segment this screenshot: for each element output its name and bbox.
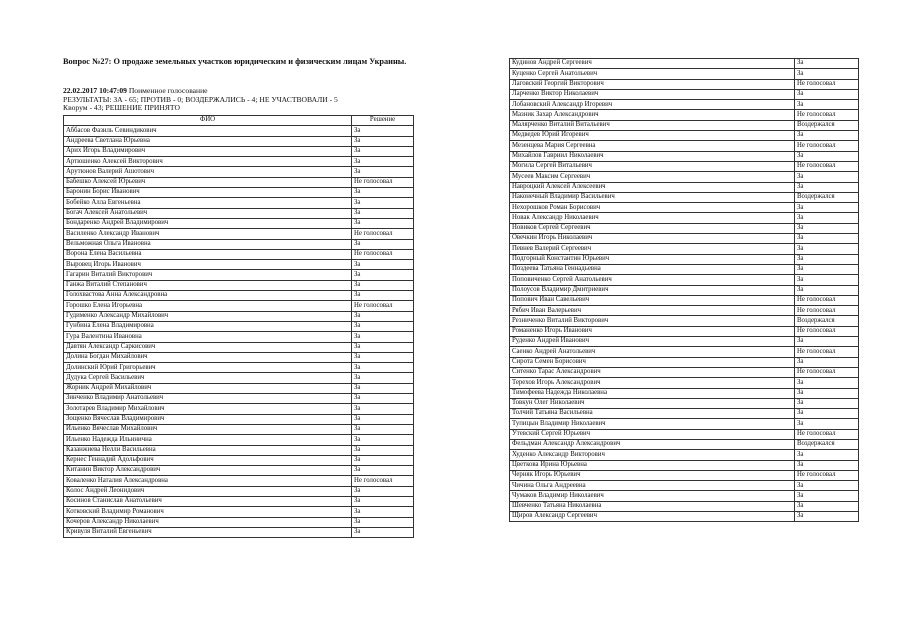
deputy-name-cell: Зинченко Владимир Анатольевич (64, 394, 352, 404)
decision-cell: За (352, 146, 414, 156)
decision-cell: За (352, 239, 414, 249)
decision-cell: За (352, 157, 414, 167)
table-row (510, 79, 859, 89)
table-row (510, 337, 859, 347)
decision-cell: Не голосовал (795, 79, 859, 89)
deputy-name-cell: Казанжиева Нелли Васильевна (64, 445, 352, 455)
table-row (64, 136, 414, 146)
deputy-name-cell: Худенко Александр Викторович (510, 450, 795, 460)
deputy-name-cell: Руденко Андрей Иванович (510, 337, 795, 347)
table-row (64, 435, 414, 445)
table-row (510, 141, 859, 151)
decision-cell: За (352, 218, 414, 228)
deputy-name-cell: Кудинов Андрей Сергеевич (510, 59, 795, 69)
table-row (64, 363, 414, 373)
decision-cell: За (795, 275, 859, 285)
decision-cell: За (352, 466, 414, 476)
table-row (64, 507, 414, 517)
deputy-name-cell: Лобановский Александр Игоревич (510, 100, 795, 110)
table-row (510, 429, 859, 439)
decision-cell: За (352, 496, 414, 506)
table-row (510, 89, 859, 99)
decision-cell: За (795, 203, 859, 213)
table-row (64, 311, 414, 321)
deputy-name-cell: Бабешко Алексей Юрьевич (64, 177, 352, 187)
table-row (64, 126, 414, 136)
deputy-name-cell: Резниченко Виталий Викторович (510, 316, 795, 326)
deputy-name-cell: Рябич Иван Валерьевич (510, 306, 795, 316)
deputy-name-cell: Золотарев Владимир Михайлович (64, 404, 352, 414)
deputy-name-cell: Гура Валентина Ивановна (64, 332, 352, 342)
vote-datetime: 22.02.2017 10:47:09 (63, 86, 127, 95)
deputy-name-cell: Жорник Андрей Михайлович (64, 383, 352, 393)
table-row (510, 161, 859, 171)
deputy-name-cell: Утевский Сергей Юрьевич (510, 429, 795, 439)
table-row (510, 69, 859, 79)
decision-cell: За (795, 223, 859, 233)
decision-cell: За (795, 172, 859, 182)
decision-cell: За (795, 100, 859, 110)
table-row (510, 264, 859, 274)
table-row (64, 332, 414, 342)
table-row (64, 383, 414, 393)
deputy-name-cell: Голохвастова Анна Александровна (64, 291, 352, 301)
deputy-name-cell: Попович Иван Савельевич (510, 295, 795, 305)
decision-cell: Воздержался (795, 316, 859, 326)
table-header-row (64, 116, 414, 126)
decision-cell: За (795, 213, 859, 223)
deputy-name-cell: Кривуля Виталий Евгеньевич (64, 527, 352, 537)
decision-cell: За (352, 517, 414, 527)
table-row (64, 198, 414, 208)
decision-cell: За (352, 208, 414, 218)
vote-results: РЕЗУЛЬТАТЫ: ЗА - 65; ПРОТИВ - 0; ВОЗДЕРЖАЛИСЬ - 4; НЕ УЧАСТВОВАЛИ - 5 (63, 95, 338, 104)
deputy-name-cell: Черняк Игорь Юрьевич (510, 470, 795, 480)
table-row (64, 466, 414, 476)
decision-cell: За (352, 363, 414, 373)
decision-cell: За (352, 167, 414, 177)
decision-cell: За (795, 234, 859, 244)
decision-cell: За (795, 450, 859, 460)
decision-cell: За (795, 460, 859, 470)
deputy-name-cell: Выровец Игорь Иванович (64, 260, 352, 270)
decision-cell: За (352, 260, 414, 270)
decision-cell: За (795, 491, 859, 501)
deputy-name-cell: Нехорошков Роман Борисович (510, 203, 795, 213)
table-row (510, 460, 859, 470)
decision-cell: За (795, 264, 859, 274)
decision-cell: За (352, 404, 414, 414)
deputy-name-cell: Навроцкий Алексей Алексеевич (510, 182, 795, 192)
table-row (510, 419, 859, 429)
deputy-name-cell: Ларченко Виктор Николаевич (510, 89, 795, 99)
deputy-name-cell: Баронин Борис Иванович (64, 188, 352, 198)
table-row (64, 291, 414, 301)
decision-cell: Не голосовал (795, 161, 859, 171)
decision-cell: За (352, 321, 414, 331)
decision-cell: За (352, 527, 414, 537)
deputy-name-cell: Цветкова Ирина Юрьевна (510, 460, 795, 470)
table-row (510, 409, 859, 419)
deputy-name-cell: Кочеров Александр Николаевич (64, 517, 352, 527)
table-row (64, 455, 414, 465)
decision-cell: Не голосовал (795, 347, 859, 357)
deputy-name-cell: Лаговский Георгий Викторович (510, 79, 795, 89)
vote-table-right-body (510, 59, 859, 522)
decision-cell: Не голосовал (795, 295, 859, 305)
deputy-name-cell: Гагарин Виталий Викторович (64, 270, 352, 280)
table-row (510, 470, 859, 480)
deputy-name-cell: Тимофеева Надежда Николаевна (510, 388, 795, 398)
decision-cell: Не голосовал (352, 229, 414, 239)
deputy-name-cell: Аббасов Фазиль Севиндикович (64, 126, 352, 136)
table-row (510, 213, 859, 223)
table-row (64, 517, 414, 527)
table-row (64, 527, 414, 537)
table-row (510, 450, 859, 460)
deputy-name-cell: Гунбина Елена Владимировна (64, 321, 352, 331)
table-row (64, 157, 414, 167)
deputy-name-cell: Чичина Ольга Андреевна (510, 481, 795, 491)
table-row (510, 512, 859, 522)
table-row (64, 177, 414, 187)
table-row (64, 239, 414, 249)
decision-cell: За (352, 394, 414, 404)
deputy-name-cell: Дудука Сергей Васильевич (64, 373, 352, 383)
decision-cell: За (352, 291, 414, 301)
deputy-name-cell: Тупицын Владимир Николаевич (510, 419, 795, 429)
deputy-name-cell: Василенко Александр Иванович (64, 229, 352, 239)
decision-cell: За (352, 486, 414, 496)
table-row (510, 100, 859, 110)
table-row (510, 357, 859, 367)
decision-cell: За (352, 352, 414, 362)
deputy-name-cell: Вельможная Ольга Ивановна (64, 239, 352, 249)
decision-cell: За (795, 398, 859, 408)
deputy-name-cell: Горошко Елена Игорьевна (64, 301, 352, 311)
table-row (64, 352, 414, 362)
table-row (64, 208, 414, 218)
decision-cell: Не голосовал (352, 177, 414, 187)
table-row (64, 476, 414, 486)
deputy-name-cell: Зощенко Вячеслав Владимирович (64, 414, 352, 424)
decision-cell: За (795, 131, 859, 141)
decision-cell: За (352, 373, 414, 383)
table-row (510, 285, 859, 295)
decision-cell: За (352, 198, 414, 208)
decision-cell: За (352, 280, 414, 290)
vote-table-left-body (64, 126, 414, 538)
decision-cell: За (795, 481, 859, 491)
deputy-name-cell: Долина Богдан Михайлович (64, 352, 352, 362)
table-row (510, 172, 859, 182)
deputy-name-cell: Колос Андрей Леонидович (64, 486, 352, 496)
decision-cell: За (352, 414, 414, 424)
decision-cell: За (352, 445, 414, 455)
decision-cell: За (352, 507, 414, 517)
deputy-name-cell: Котковский Владимир Романович (64, 507, 352, 517)
table-row (64, 218, 414, 228)
vote-type: Поименное голосование (128, 86, 208, 95)
table-row (510, 151, 859, 161)
table-row (64, 342, 414, 352)
decision-cell: Не голосовал (795, 110, 859, 120)
deputy-name-cell: Ситенко Тарас Александрович (510, 367, 795, 377)
decision-cell: Воздержался (795, 439, 859, 449)
decision-cell: Не голосовал (795, 367, 859, 377)
decision-cell: Не голосовал (795, 141, 859, 151)
deputy-name-cell: Мусеев Максим Сергеевич (510, 172, 795, 182)
table-row (510, 388, 859, 398)
table-row (64, 496, 414, 506)
deputy-name-cell: Кернес Геннадий Адольфович (64, 455, 352, 465)
decision-cell: Не голосовал (795, 306, 859, 316)
decision-cell: За (352, 188, 414, 198)
deputy-name-cell: Полоусов Владимир Дмитриевич (510, 285, 795, 295)
table-row (64, 249, 414, 259)
decision-cell: За (795, 151, 859, 161)
table-row (64, 270, 414, 280)
deputy-name-cell: Долинский Юрий Григорьевич (64, 363, 352, 373)
vote-quorum: Кворум - 43; РЕШЕНИЕ ПРИНЯТО (63, 103, 180, 112)
table-row (64, 445, 414, 455)
deputy-name-cell: Малярченко Виталий Витальевич (510, 120, 795, 130)
deputy-name-cell: Мезенцева Мария Сергеевна (510, 141, 795, 151)
deputy-name-cell: Поповиченко Сергей Анатольевич (510, 275, 795, 285)
deputy-name-cell: Новак Александр Николаевич (510, 213, 795, 223)
deputy-name-cell: Коваленко Наталия Александровна (64, 476, 352, 486)
deputy-name-cell: Гудименко Александр Михайлович (64, 311, 352, 321)
vote-datetime-line (63, 87, 208, 95)
table-row (510, 398, 859, 408)
deputy-name-cell: Подгорный Константин Юрьевич (510, 254, 795, 264)
table-row (510, 275, 859, 285)
decision-cell: За (795, 285, 859, 295)
deputy-name-cell: Арутюнов Валерий Ашотович (64, 167, 352, 177)
decision-cell: За (352, 126, 414, 136)
table-row (64, 229, 414, 239)
decision-cell: За (795, 378, 859, 388)
table-row (510, 254, 859, 264)
table-row (64, 321, 414, 331)
decision-cell: За (795, 357, 859, 367)
deputy-name-cell: Китанин Виктор Александрович (64, 466, 352, 476)
deputy-name-cell: Мазник Захар Александрович (510, 110, 795, 120)
decision-cell: За (352, 383, 414, 393)
table-row (510, 491, 859, 501)
table-row (510, 439, 859, 449)
decision-cell: За (795, 409, 859, 419)
table-row (510, 367, 859, 377)
table-row (64, 486, 414, 496)
table-row (510, 244, 859, 254)
decision-cell: Не голосовал (795, 326, 859, 336)
deputy-name-cell: Шевченко Татьяна Николаевна (510, 501, 795, 511)
decision-cell: Воздержался (795, 192, 859, 202)
deputy-name-cell: Щиров Александр Сергеевич (510, 512, 795, 522)
deputy-name-cell: Толчий Татьяна Васильевна (510, 409, 795, 419)
decision-cell: За (795, 59, 859, 69)
deputy-name-cell: Романенко Игорь Иванович (510, 326, 795, 336)
deputy-name-cell: Могила Сергей Витальевич (510, 161, 795, 171)
deputy-name-cell: Ильенко Надежда Ильинична (64, 435, 352, 445)
table-row (510, 182, 859, 192)
deputy-name-cell: Сирота Семен Борисович (510, 357, 795, 367)
table-row (64, 260, 414, 270)
deputy-name-cell: Богач Алексей Анатольевич (64, 208, 352, 218)
deputy-name-cell: Андреева Светлана Юрьевна (64, 136, 352, 146)
table-row (510, 326, 859, 336)
table-row (510, 481, 859, 491)
deputy-name-cell: Поздеева Татьяна Геннадьевна (510, 264, 795, 274)
decision-cell: За (795, 69, 859, 79)
table-row (64, 301, 414, 311)
decision-cell: За (795, 419, 859, 429)
table-row (510, 378, 859, 388)
deputy-name-cell: Чумаков Владимир Николаевич (510, 491, 795, 501)
deputy-name-cell: Бондаренко Андрей Владимирович (64, 218, 352, 228)
decision-cell: За (795, 89, 859, 99)
decision-cell: За (795, 512, 859, 522)
deputy-name-cell: Медведев Юрий Игоревич (510, 131, 795, 141)
decision-cell: За (352, 424, 414, 434)
deputy-name-cell: Косинов Станислав Анатольевич (64, 496, 352, 506)
table-row (64, 404, 414, 414)
table-row (510, 234, 859, 244)
vote-table-left (63, 115, 414, 538)
vote-table-right (509, 58, 859, 522)
deputy-name-cell: Ганжа Виталий Степанович (64, 280, 352, 290)
table-row (510, 131, 859, 141)
deputy-name-cell: Ильенко Вячеслав Михайлович (64, 424, 352, 434)
deputy-name-cell: Саенко Андрей Анатольевич (510, 347, 795, 357)
decision-cell: За (795, 388, 859, 398)
decision-cell: За (352, 270, 414, 280)
deputy-name-cell: Новиков Сергей Сергеевич (510, 223, 795, 233)
decision-cell: Не голосовал (352, 301, 414, 311)
table-row (510, 295, 859, 305)
decision-cell: За (352, 342, 414, 352)
decision-cell: За (352, 332, 414, 342)
table-row (510, 223, 859, 233)
deputy-name-cell: Наконечный Владимир Васильевич (510, 192, 795, 202)
decision-cell: За (352, 311, 414, 321)
table-row (510, 316, 859, 326)
deputy-name-cell: Арих Игорь Владимирович (64, 146, 352, 156)
deputy-name-cell: Терехов Игорь Александрович (510, 378, 795, 388)
table-row (510, 203, 859, 213)
table-row (64, 280, 414, 290)
table-row (64, 414, 414, 424)
decision-cell: Не голосовал (352, 476, 414, 486)
deputy-name-cell: Товкун Олег Николаевич (510, 398, 795, 408)
deputy-name-cell: Певнев Валерий Сергеевич (510, 244, 795, 254)
deputy-name-cell: Бобейко Алла Евгеньевна (64, 198, 352, 208)
decision-cell: За (795, 244, 859, 254)
table-row (64, 424, 414, 434)
decision-cell: Воздержался (795, 120, 859, 130)
deputy-name-cell: Овечкин Игорь Николаевич (510, 234, 795, 244)
decision-cell: За (795, 337, 859, 347)
deputy-name-cell: Артюшенко Алексей Викторович (64, 157, 352, 167)
table-row (510, 59, 859, 69)
decision-cell: За (352, 136, 414, 146)
decision-cell: За (795, 254, 859, 264)
decision-cell: Не голосовал (352, 249, 414, 259)
table-row (510, 110, 859, 120)
deputy-name-cell: Ворона Елена Васильевна (64, 249, 352, 259)
column-header-decision: Решение (352, 116, 414, 126)
table-row (64, 394, 414, 404)
table-row (64, 146, 414, 156)
table-row (510, 306, 859, 316)
decision-cell: Не голосовал (795, 429, 859, 439)
decision-cell: За (795, 501, 859, 511)
table-row (510, 501, 859, 511)
deputy-name-cell: Куценко Сергей Анатольевич (510, 69, 795, 79)
deputy-name-cell: Давтян Александр Саркисович (64, 342, 352, 352)
table-row (64, 167, 414, 177)
table-row (64, 373, 414, 383)
deputy-name-cell: Михайлов Гавриил Николаевич (510, 151, 795, 161)
question-title: Вопрос №27: О продаже земельных участков юридическим и физическим лицам Украины. (63, 57, 407, 66)
table-row (64, 188, 414, 198)
table-row (510, 192, 859, 202)
column-header-name: ФИО (64, 116, 352, 126)
decision-cell: Не голосовал (795, 470, 859, 480)
table-row (510, 347, 859, 357)
deputy-name-cell: Фельдман Александр Александрович (510, 439, 795, 449)
decision-cell: За (795, 182, 859, 192)
table-row (510, 120, 859, 130)
decision-cell: За (352, 435, 414, 445)
decision-cell: За (352, 455, 414, 465)
